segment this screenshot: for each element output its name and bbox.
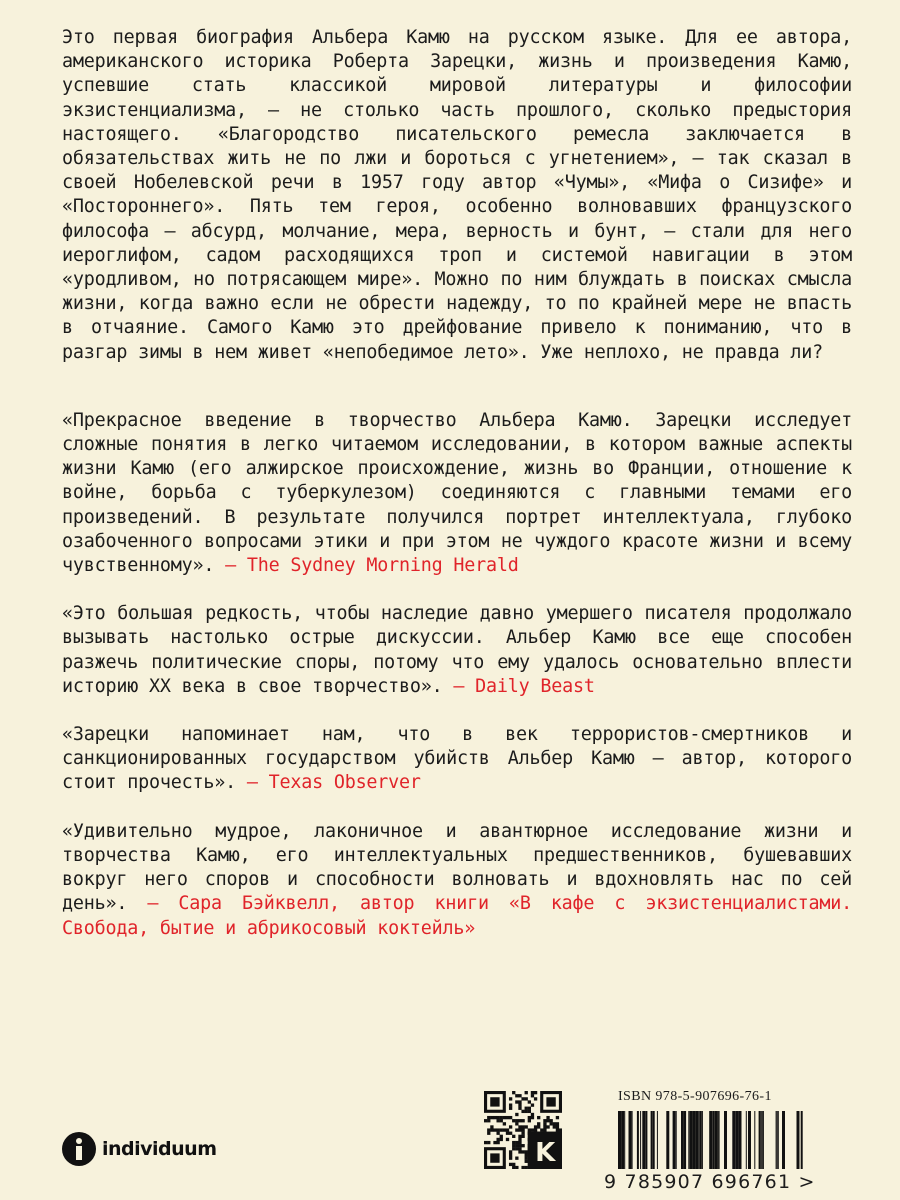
intro-paragraph: Это первая биография Альбера Камю на русском языке. Для ее автора, американского историка Роберта Зарецки, жизнь и произведения Камю, успевшие стать классикой мировой литературы и философии экзистенциализма, — не столько часть прошлого, сколько предыстория настоящего. «Благородство писательского ремесла заключается в обязательствах жить не по лжи и бороться с угнетением», — так сказал в своей Нобелевской речи в 1957 году автор «Чумы», «Мифа о Сизифе» и «Постороннего». Пять тем героя, особенно волновавших французского философа — абсурд, молчание, мера, верность и бунт, — стали для него иероглифом, садом расходящихся троп и системой навигации в этом «уродливом, но потрясающем мире». Можно по ним блуждать в поисках смысла жизни, когда важно если не обрести надежду, то по крайней мере не впасть в отчаяние. Самого Камю это дрейфование привело к пониманию, что в разгар зимы в нем живет «непобедимое лето». Уже неплохо, не правда ли?	[62, 27, 852, 363]
quote-text: «Зарецки напоминает нам, что в век террористов-смертников и санкционированных государством убийств Альбер Камю — автор, которого стоит прочесть».	[62, 724, 852, 794]
quote-2	[62, 602, 852, 699]
barcode-icon	[612, 1111, 812, 1173]
quote-text: «Прекрасное введение в творчество Альбера Камю. Зарецки исследует сложные понятия в легко читаемом исследовании, в котором важные аспекты жизни Камю (его алжирское происхождение, жизнь во Франции, отношение к войне, борьба с туберкулезом) соединяются с главными темами его произведений. В результате получился портрет интеллектуала, глубоко озабоченного вопросами этики и при этом не чуждого красоте жизни и всему чувственному».	[62, 409, 852, 577]
qr-code-icon	[484, 1091, 562, 1173]
publisher-logo	[62, 1132, 217, 1166]
svg-text:K: K	[535, 1138, 556, 1169]
quote-source: — Сара Бэйквелл, автор книги «В кафе с экзистенциалистами. Свобода, бытие и абрикосовый коктейль»	[62, 893, 852, 939]
barcode-digits: 9 785907 696761 >	[604, 1171, 816, 1193]
quote-text: «Удивительно мудрое, лаконичное и авантюрное исследование жизни и творчества Камю, его интеллектуальных предшественников, бушевавших вокруг него споров и способности волновать и вдохновлять нас по сей день».	[62, 820, 852, 915]
quote-source: — Texas Observer	[246, 772, 421, 794]
isbn-number: ISBN 978-5-907696-76-1	[618, 1089, 772, 1104]
back-cover-text	[62, 26, 852, 965]
info-i-icon	[62, 1132, 96, 1166]
quote-4	[62, 820, 852, 941]
publisher-name: individuum	[102, 1138, 217, 1160]
quote-source: — The Sydney Morning Herald	[225, 555, 519, 577]
isbn-block	[604, 1089, 816, 1193]
quote-3	[62, 723, 852, 796]
quote-text: «Это большая редкость, чтобы наследие давно умершего писателя продолжало вызывать настолько острые дискуссии. Альбер Камю все еще способен разжечь политические споры, потому что ему удалось основательно вплести историю XX века в свое творчество».	[62, 603, 852, 697]
quote-source: — Daily Beast	[453, 675, 595, 697]
quote-1	[62, 409, 852, 578]
